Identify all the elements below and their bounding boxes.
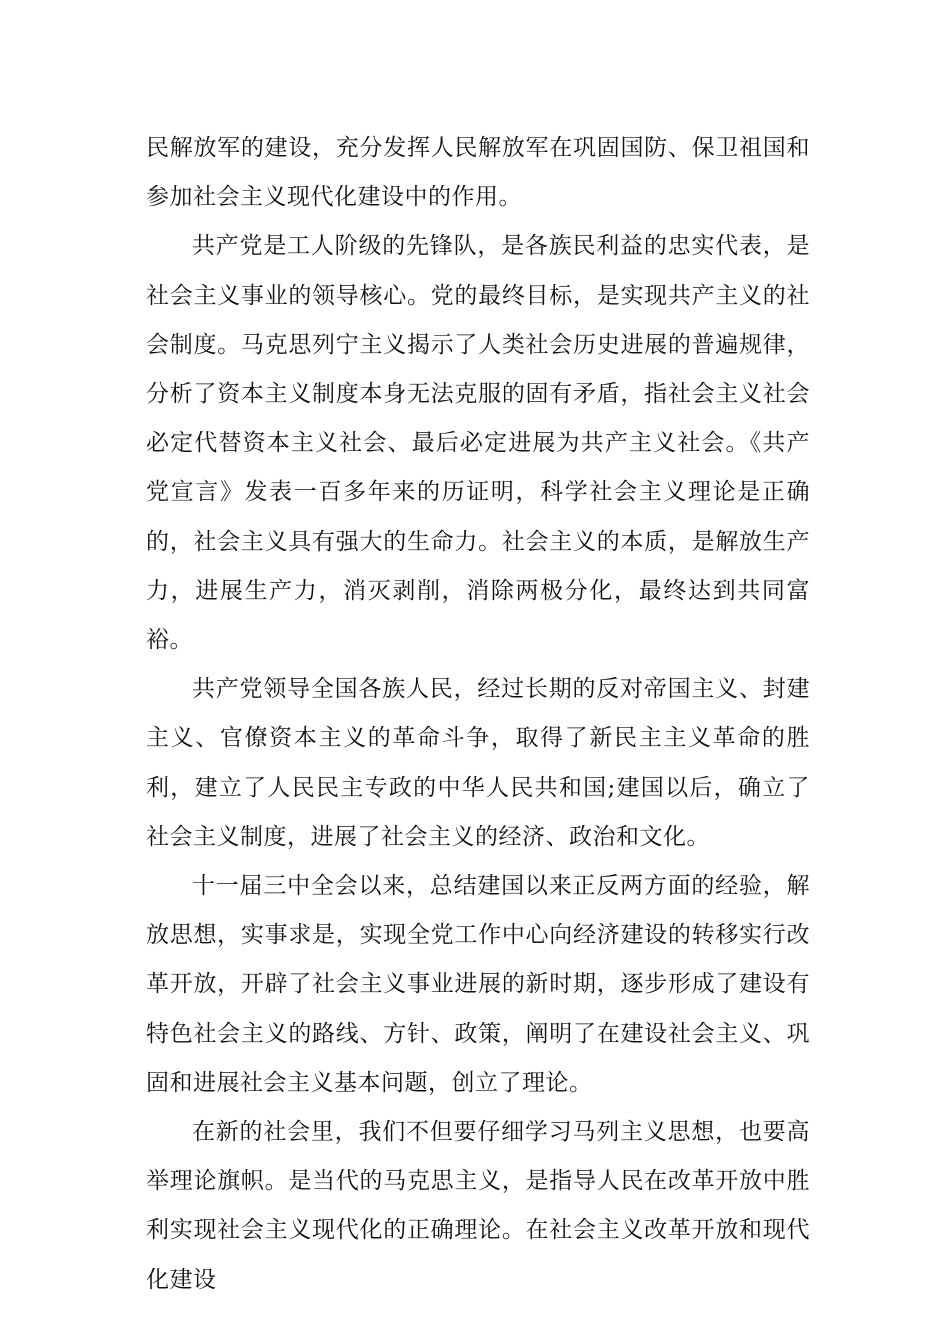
paragraph-3: 共产党领导全国各族人民，经过长期的反对帝国主义、封建主义、官僚资本主义的革命斗争，取得了新民主主义革命的胜利，建立了人民民主专政的中华人民共和国;建国以后，确立了社会主义制度，进展了社会主义的经济、政治和文化。 xyxy=(146,676,810,850)
document-body xyxy=(146,124,810,1305)
paragraph-1: 民解放军的建设，充分发挥人民解放军在巩固国防、保卫祖国和参加社会主义现代化建设中的作用。 xyxy=(146,135,810,211)
paragraph-4: 十一届三中全会以来，总结建国以来正反两方面的经验，解放思想，实事求是，实现全党工作中心向经济建设的转移实行改革开放，开辟了社会主义事业进展的新时期，逐步形成了建设有特色社会主义的路线、方针、政策，阐明了在建设社会主义、巩固和进展社会主义基本问题，创立了理论。 xyxy=(146,873,810,1096)
paragraph-5: 在新的社会里，我们不但要仔细学习马列主义思想，也要高举理论旗帜。是当代的马克思主义，是指导人民在改革开放中胜利实现社会主义现代化的正确理论。在社会主义改革开放和现代化建设 xyxy=(146,1119,810,1293)
paragraph-2: 共产党是工人阶级的先锋队，是各族民利益的忠实代表，是社会主义事业的领导核心。党的最终目标，是实现共产主义的社会制度。马克思列宁主义揭示了人类社会历史进展的普遍规律，分析了资本主义制度本身无法克服的固有矛盾，指社会主义社会必定代替资本主义社会、最后必定进展为共产主义社会。《共产党宣言》发表一百多年来的历证明，科学社会主义理论是正确的，社会主义具有强大的生命力。社会主义的本质，是解放生产力，进展生产力，消灭剥削，消除两极分化，最终达到共同富裕。 xyxy=(146,233,810,654)
